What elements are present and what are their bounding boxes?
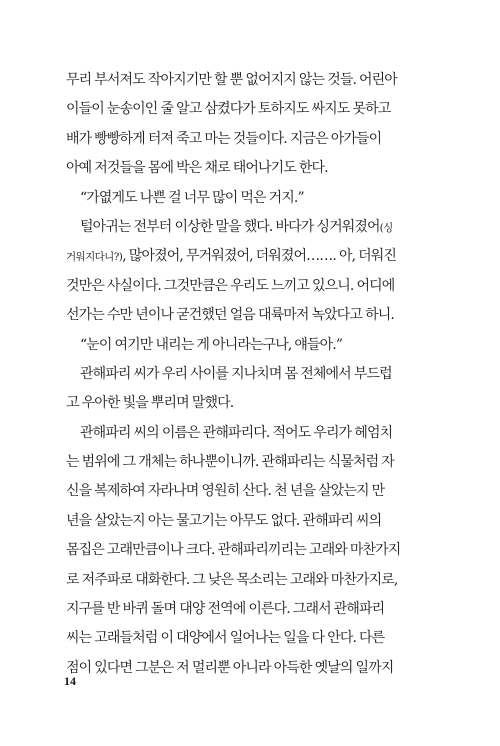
text-line: 무리 부서져도 작아지기만 할 뿐 없어지지 않는 것들. 어린아	[66, 72, 397, 88]
text-line: 씨는 고래들처럼 이 대양에서 일어나는 일을 다 안다. 다른	[66, 630, 385, 647]
text-line: 로 저주파로 대화한다. 그 낮은 목소리는 고래와 마찬가지로,	[66, 571, 398, 588]
paragraph-first-line: 관해파리 씨의 이름은 관해파리다. 적어도 우리가 헤엄치	[80, 424, 393, 441]
text-line: 배가 빵빵하게 터져 죽고 마는 것들이다. 지금은 아가들이	[66, 130, 382, 147]
paragraph-first-line: 털아귀는 전부터 이상한 말을 했다. 바다가 싱거워졌어(싱	[80, 218, 393, 235]
parenthetical-text: (싱	[379, 221, 393, 234]
text-line: 지구를 반 바퀴 돌며 대양 전역에 이른다. 그래서 관해파리	[66, 601, 385, 618]
text-line: 년을 살았는지 아는 물고기는 아무도 없다. 관해파리 씨의	[66, 512, 382, 529]
text-line: 점이 있다면 그분은 저 멀리뿐 아니라 아득한 옛날의 일까지	[66, 659, 394, 676]
text-line: 신을 복제하여 자라나며 영원히 산다. 천 년을 살았는지 만	[66, 483, 385, 500]
text-line: 것만은 사실이다. 그것만큼은 우리도 느끼고 있으니. 어디에	[66, 277, 395, 294]
page-number: 14	[64, 674, 76, 688]
text-line: 거워지다니?), 많아졌어, 무거워졌어, 더워졌어……. 아, 더워진	[66, 248, 397, 265]
paragraph-first-line: 관해파리 씨가 우리 사이를 지나치며 몸 전체에서 부드럽	[80, 365, 392, 382]
text-line: 이들이 눈송이인 줄 알고 삼켰다가 토하지도 싸지도 못하고	[66, 101, 391, 118]
dialogue-line: “가엾게도 나쁜 걸 너무 많이 먹은 거지.”	[80, 189, 304, 206]
body-text	[66, 66, 406, 683]
dialogue-line: “눈이 여기만 내리는 게 아니라는구나, 얘들아.”	[80, 336, 343, 353]
parenthetical-text: 거워지다니?)	[66, 251, 123, 264]
text-line: 선가는 수만 년이나 굳건했던 얼음 대륙마저 녹았다고 하니.	[66, 307, 394, 324]
text-line: 몸집은 고래만큼이나 크다. 관해파리끼리는 고래와 마찬가지	[66, 542, 401, 559]
text-line: 아예 저것들을 몸에 박은 채로 태어나기도 한다.	[66, 160, 328, 177]
text-line: 고 우아한 빛을 뿌리며 말했다.	[66, 395, 234, 412]
text-line: 는 범위에 그 개체는 하나뿐이니까. 관해파리는 식물처럼 자	[66, 454, 394, 471]
